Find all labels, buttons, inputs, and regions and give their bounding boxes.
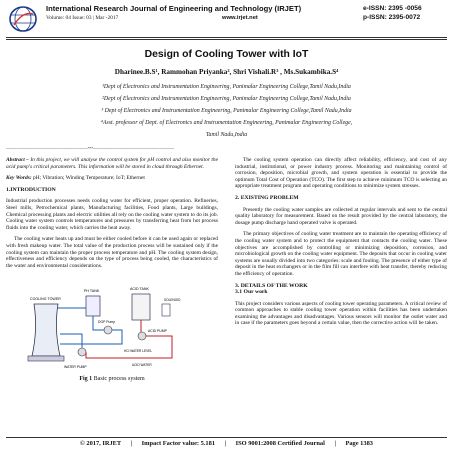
- keywords-text: pH; Vibration; Winding Temperature; IoT; Ethernet: [31, 175, 145, 182]
- journal-header: [6, 4, 447, 38]
- label-acid-water: ACID WATER: [132, 363, 152, 368]
- figure-caption-label: Fig 1: [79, 376, 93, 383]
- author-list: Dharinee.B.S¹, Rammohan Priyanka², Shri Vishali.R³ , Ms.Sukambika.S⁴: [114, 68, 339, 76]
- p-issn: p-ISSN: 2395-0072: [363, 14, 421, 21]
- section-3-heading: 3. DETAILS OF THE WORK: [235, 282, 308, 289]
- abstract: [6, 157, 218, 170]
- paper-title: Design of Cooling Tower with IoT: [144, 49, 309, 60]
- section-3-1-heading: 3.1 Our work: [235, 289, 268, 296]
- intro-paragraph-2: The cooling water heats up and must be either cooled before it can be used again or replaced with fresh makeup water. The total value of the production process will be sustained only if the cooling system can maintain the proper process temperature and pH. The cooling system design, effectiveness and efficiency depends on the type of process being cooled, the characteristics of the water and environmental considerations.: [6, 236, 218, 269]
- affiliation-4-location: Tamil Nadu,India: [205, 132, 248, 138]
- journal-website-link[interactable]: www.irjet.net: [222, 15, 258, 21]
- affiliation-4: ⁴Asst. professor of Dept. of Electronics and Instrumentation Engineering, Panimalar Engineering College,: [100, 120, 353, 126]
- label-dop-pump: DOP Pump: [98, 320, 116, 325]
- affiliation-3: ³ Dept of Electronics and Instrumentation Engineering, Panimalar Engineering College,Tamil Nadu,India: [101, 108, 352, 114]
- section-2-heading: 2. EXISTING PROBLEM: [235, 194, 299, 201]
- affiliation-1: ¹Dept of Electronics and Instrumentation Engineering, Panimalar Engineering College,Tamil Nadu,India: [102, 84, 351, 90]
- right-paragraph-1: The cooling system operation can directly affect reliability, efficiency, and cost of any industrial, institutional, or power industry process. Monitoring and maintaining control of corrosion, deposition, microbial growth, and system operation is essential to provide the optimum Total Cost of Operation (TCO). The first step to achieve minimum TCO is selecting an appropriate treatment program and operating conditions to minimize system stresses.: [235, 157, 447, 190]
- footer-divider: [6, 437, 447, 438]
- volume-issue: Volume: 04 Issue: 03 | Mar -2017: [46, 15, 119, 21]
- process-figure: [12, 274, 212, 374]
- figure-caption: [6, 376, 218, 383]
- header-divider-2: [6, 39, 447, 40]
- section-3-paragraph-1: This project considers various aspects of cooling tower operating parameters. A critical review of common approaches to stable cooling tower operation within facilities has been undertaken examining the advantages and disadvantages. Various sensors will monitor the outlet water and in case if the parameters goes beyond a certain value, then the corrective action will be taken.: [235, 300, 447, 327]
- left-column: [6, 157, 218, 383]
- keywords-label: Key Words:: [6, 175, 32, 182]
- process-diagram: [12, 274, 212, 374]
- header-divider: [6, 37, 447, 38]
- section-2-paragraph-2: The primary objectives of cooling water treatment are to maintain the operating efficiency of the cooling water system and to protect the equipment that contacts the cooling water. These objectives are accomplished by controlling or minimizing deposition, corrosion, and microbiological growth on the cooling water equipment. The deposits that occur in cooling water systems are usually divided into two categories: scale and fouling. The presence of either type of deposit in the heat exchangers or in the film fill can interfere with heat transfer, thereby reducing the efficiency of operation.: [235, 231, 447, 277]
- irjet-logo: [8, 5, 38, 33]
- section-2-paragraph-1: Presently the cooling water samples are collected at regular intervals and sent to the central quality laboratory for measurement. Based on the result provided by the central laboratory, the dosage pump discharge hand operated valve is operated.: [235, 206, 447, 226]
- label-acid-pump: ACID PUMP: [148, 329, 167, 334]
- abstract-label: Abstract –: [6, 157, 29, 163]
- affiliation-2: ²Dept of Electronics and Instrumentation Engineering, Panimalar Engineering College,Tamil Nadu,India: [102, 96, 351, 102]
- keywords: [6, 175, 218, 182]
- label-ph-tank: PH TANK: [84, 289, 100, 294]
- e-issn: e-ISSN: 2395 -0056: [363, 5, 422, 12]
- abstract-text: In this project, we will analyse the control system for pH control and also monitor the acid pump's critical parameters. This information will be stored in cloud through Ethernet.: [6, 157, 219, 170]
- label-solenoid: SOLENOID: [164, 298, 181, 303]
- section-separator: ------------------------------------------------------------------------***------------------------------------------------------------------------: [6, 146, 175, 151]
- journal-title: International Research Journal of Engineering and Technology (IRJET): [46, 4, 302, 13]
- right-column: [235, 157, 447, 332]
- label-water-pump: WATER PUMP: [64, 365, 87, 370]
- label-cooling-tower: COOLING TOWER: [30, 297, 61, 302]
- label-acid-tank: ACID TANK: [130, 287, 149, 292]
- label-hcl-water-level: HCl WATER LEVEL: [124, 349, 153, 354]
- page-footer: © 2017, IRJET | Impact Factor value: 5.181 | ISO 9001:2008 Certified Journal | Page 1383: [80, 440, 373, 447]
- introduction-heading: 1.INTRODUCTION: [6, 186, 56, 193]
- figure-caption-text: Basic process system: [92, 376, 145, 383]
- intro-paragraph-1: Industrial production processes needs cooling water for efficient, proper operation. Refineries, Steel mills, Petrochemical plants, Manufacturing facilities, Food plants, Large buildings, Chemical processing plants and electric utilities all rely on the cooling water system to do its job. Cooling water system controls temperatures and pressures by transferring heat from hot process fluids into the cooling water, which carries the heat away.: [6, 198, 218, 231]
